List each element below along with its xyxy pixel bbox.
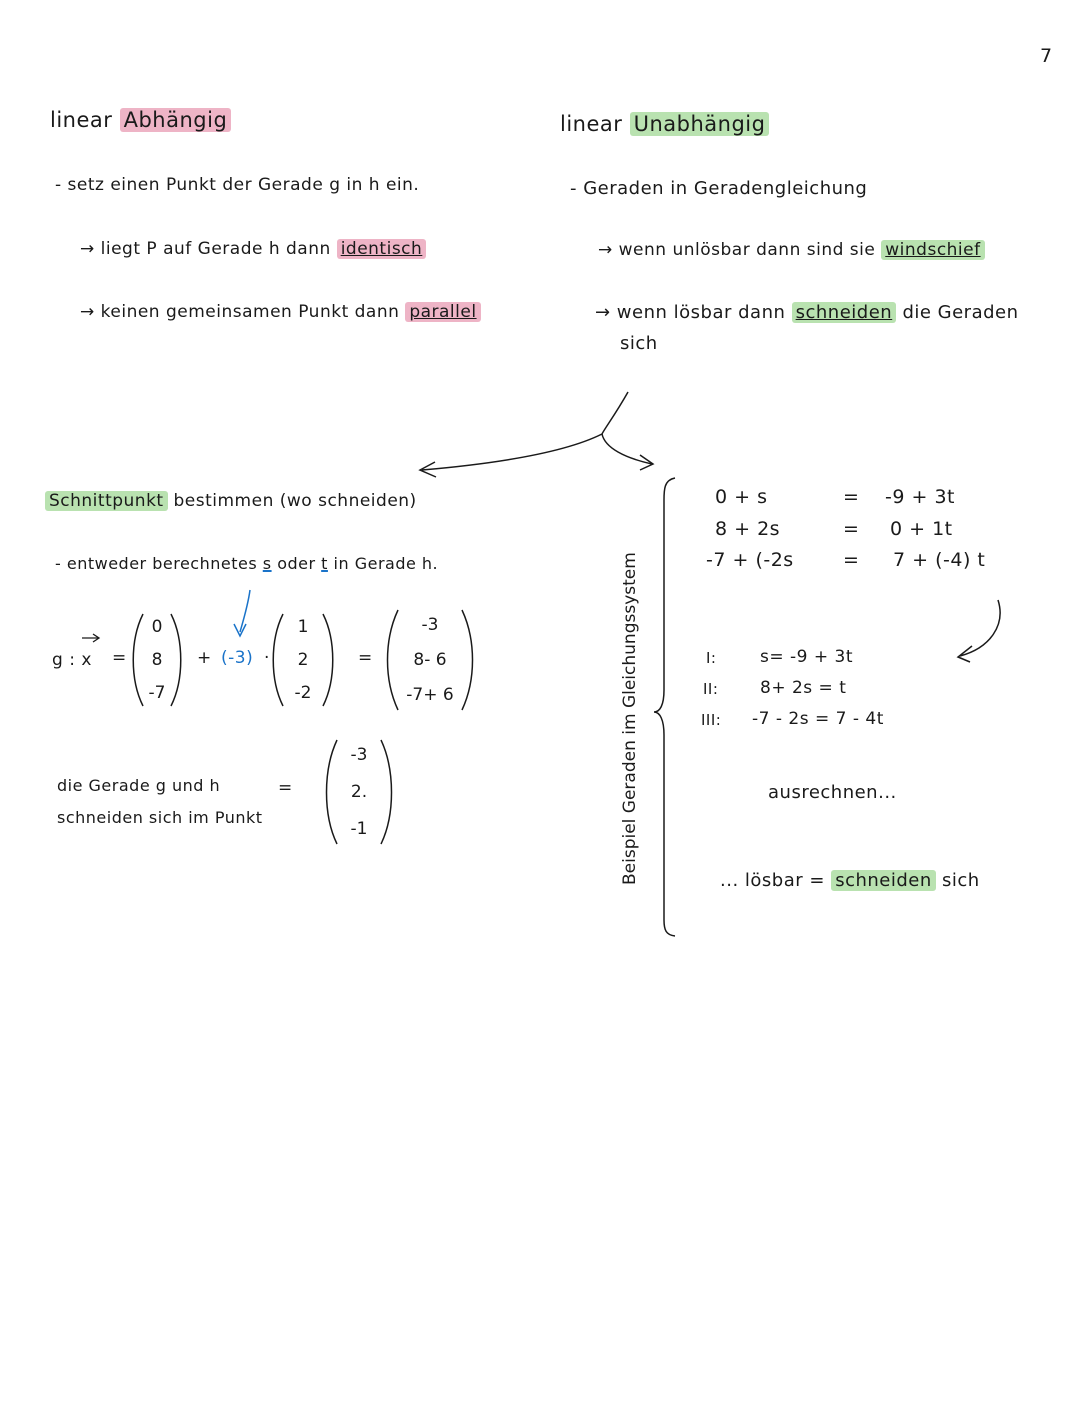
eq-label-2: II: bbox=[703, 680, 719, 698]
vec3-z: -7+ 6 bbox=[406, 685, 454, 705]
sys-row3-left: -7 + (-2s bbox=[706, 549, 794, 571]
curved-arrow bbox=[960, 600, 1000, 656]
scalar-value: (-3) bbox=[221, 648, 254, 668]
g-label: g : x bbox=[52, 650, 92, 670]
schnitt-bullet-suffix: in Gerade h. bbox=[333, 554, 439, 573]
vector-1 bbox=[140, 612, 174, 708]
schnitt-bullet-prefix: - entweder berechnetes bbox=[55, 554, 258, 573]
vector-arrow bbox=[82, 634, 99, 642]
sys-row2-eq: = bbox=[843, 518, 860, 540]
conclusion-line-1: die Gerade g und h bbox=[57, 776, 221, 795]
right-bullet: - Geraden in Geradengleichung bbox=[570, 178, 868, 199]
sys-row2-right: 0 + 1t bbox=[890, 518, 953, 540]
equals-1: = bbox=[112, 648, 127, 668]
schnittpunkt-highlight: Schnittpunkt bbox=[45, 491, 168, 511]
result-suffix: sich bbox=[942, 870, 980, 891]
left-bullet: - setz einen Punkt der Gerade g in h ein. bbox=[55, 175, 420, 195]
point-vector bbox=[334, 740, 384, 844]
schnittpunkt-rest: bestimmen (wo schneiden) bbox=[173, 491, 417, 511]
right-line2-cont: sich bbox=[620, 333, 658, 354]
sys-row1-right: -9 + 3t bbox=[885, 486, 955, 508]
arrow-right-head bbox=[640, 455, 653, 470]
vec2-x: 1 bbox=[297, 617, 309, 637]
vec3-x: -3 bbox=[421, 615, 439, 635]
arrow-left-branch bbox=[422, 392, 628, 470]
right-line2-rest: die Geraden bbox=[902, 302, 1019, 323]
eq-1: s= -9 + 3t bbox=[760, 647, 853, 667]
plus-sign: + bbox=[197, 648, 212, 668]
var-s: s bbox=[262, 554, 272, 573]
identisch-highlight: identisch bbox=[337, 239, 427, 259]
sys-row3-right: 7 + (-4) t bbox=[893, 549, 986, 571]
right-line-windschief bbox=[598, 240, 985, 260]
vec1-x: 0 bbox=[151, 617, 163, 637]
vec4-y: 2. bbox=[350, 782, 368, 802]
equals-2: = bbox=[358, 648, 373, 668]
right-heading-prefix: linear bbox=[560, 112, 623, 136]
left-line-identisch bbox=[80, 239, 426, 259]
vector-2 bbox=[280, 612, 326, 708]
eq-label-3: III: bbox=[701, 711, 722, 729]
eq-2: 8+ 2s = t bbox=[760, 678, 847, 698]
vec4-x: -3 bbox=[350, 745, 368, 765]
schnitt-bullet bbox=[55, 554, 438, 573]
dot-sign: · bbox=[264, 648, 270, 668]
right-line1-text: → wenn unlösbar dann sind sie bbox=[598, 240, 876, 260]
blue-arrow bbox=[240, 590, 250, 632]
right-line2-text: → wenn lösbar dann bbox=[595, 302, 786, 323]
page-number: 7 bbox=[1040, 45, 1053, 67]
equals-3: = bbox=[278, 778, 293, 798]
left-heading-highlight: Abhängig bbox=[120, 108, 232, 132]
vec1-y: 8 bbox=[151, 650, 163, 670]
left-line-parallel bbox=[80, 302, 481, 322]
ausrechnen-text: ausrechnen... bbox=[768, 782, 897, 803]
curly-brace bbox=[654, 478, 675, 936]
beispiel-vertical-label: Beispiel Geraden im Gleichungssystem bbox=[620, 552, 640, 885]
schneiden-highlight: schneiden bbox=[792, 302, 897, 323]
left-line1-text: → liegt P auf Gerade h dann bbox=[80, 239, 331, 259]
windschief-highlight: windschief bbox=[881, 240, 984, 260]
result-prefix: ... lösbar = bbox=[720, 870, 825, 891]
result-line bbox=[720, 870, 980, 891]
sys-row3-eq: = bbox=[843, 549, 860, 571]
vector-3 bbox=[394, 610, 466, 710]
eq-3: -7 - 2s = 7 - 4t bbox=[752, 709, 884, 729]
arrow-right-branch bbox=[602, 434, 652, 464]
sys-row1-left: 0 + s bbox=[715, 486, 768, 508]
var-t: t bbox=[321, 554, 328, 573]
right-heading bbox=[560, 112, 769, 136]
right-heading-highlight: Unabhängig bbox=[630, 112, 770, 136]
arrow-left-head bbox=[420, 462, 436, 477]
conclusion-line-2: schneiden sich im Punkt bbox=[57, 808, 263, 827]
left-line2-text: → keinen gemeinsamen Punkt dann bbox=[80, 302, 400, 322]
sys-row2-left: 8 + 2s bbox=[715, 518, 781, 540]
oder-word: oder bbox=[277, 554, 316, 573]
vec2-y: 2 bbox=[297, 650, 309, 670]
left-heading-prefix: linear bbox=[50, 108, 113, 132]
vec1-z: -7 bbox=[148, 683, 166, 703]
sys-row1-eq: = bbox=[843, 486, 860, 508]
vec4-z: -1 bbox=[350, 819, 368, 839]
vec2-z: -2 bbox=[294, 683, 312, 703]
left-heading bbox=[50, 108, 231, 132]
right-line-schneiden bbox=[595, 302, 1019, 323]
schnittpunkt-heading bbox=[45, 491, 417, 511]
eq-label-1: I: bbox=[706, 649, 717, 667]
vec3-y: 8- 6 bbox=[413, 650, 447, 670]
result-highlight: schneiden bbox=[831, 870, 936, 891]
blue-arrow-head bbox=[234, 624, 246, 636]
parallel-highlight: parallel bbox=[405, 302, 480, 322]
curved-arrow-head bbox=[958, 646, 972, 662]
